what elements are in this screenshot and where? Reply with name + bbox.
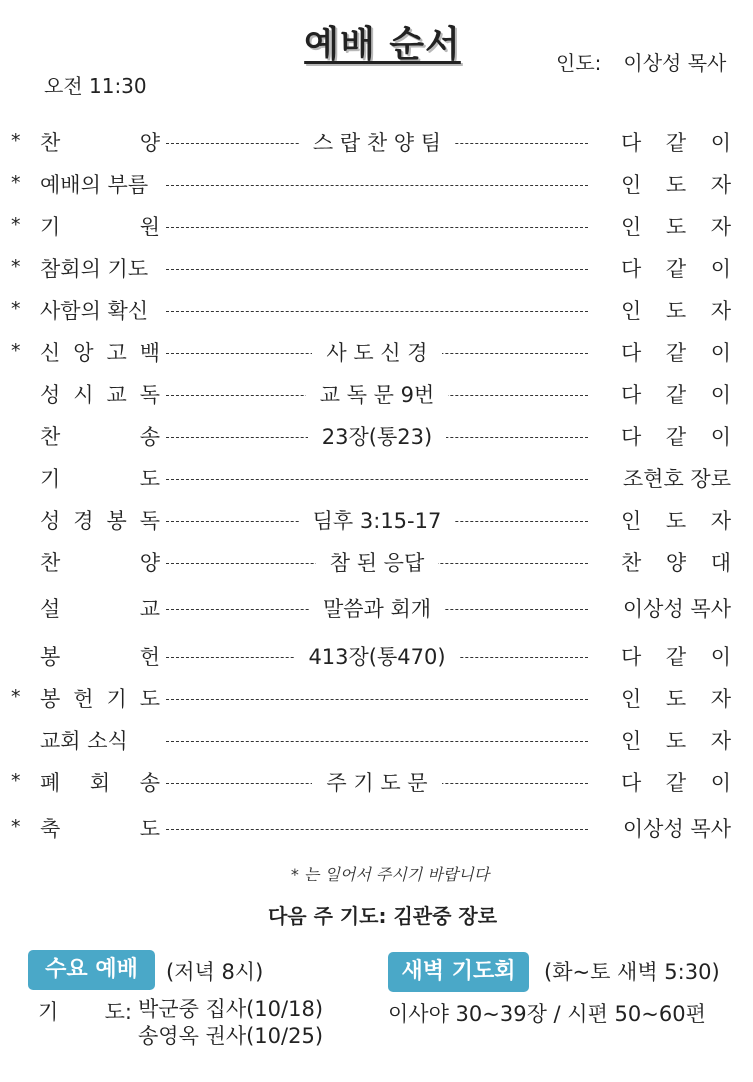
- order-item-name: 참회의 기도: [40, 257, 149, 281]
- order-item-name: 사함의 확신: [40, 299, 149, 323]
- order-item-name: 찬 송: [40, 425, 160, 449]
- order-item-person: 다 같 이: [621, 425, 731, 449]
- wednesday-prayer-name: 송영옥 권사(10/25): [138, 1024, 324, 1048]
- leader-name: 이상성 목사: [623, 51, 727, 75]
- standing-marker: *: [11, 214, 21, 236]
- order-item-detail: [166, 726, 588, 762]
- order-item-person: 인 도 자: [621, 687, 731, 711]
- leader-label: 인도:: [556, 51, 602, 75]
- order-item-detail: 23장(통23): [166, 422, 588, 458]
- page-title: 예배 순서: [304, 24, 461, 65]
- order-item-detail: 참 된 응답: [166, 548, 588, 584]
- order-item-name: 찬 양: [40, 131, 160, 155]
- order-item-name: 봉 헌 기 도: [40, 687, 160, 711]
- wednesday-service-badge: 수요 예배: [28, 950, 155, 990]
- order-item-detail: 말씀과 회개: [166, 594, 588, 630]
- order-item-person: 다 같 이: [621, 771, 731, 795]
- order-item-person: 찬 양 대: [621, 551, 731, 575]
- order-row: [0, 594, 753, 630]
- wednesday-prayer-label: 기 도:: [38, 1000, 132, 1024]
- order-item-person: 인 도 자: [621, 215, 731, 239]
- order-item-name: 기 도: [40, 467, 160, 491]
- order-row: [0, 296, 753, 332]
- order-item-person: 인 도 자: [621, 509, 731, 533]
- order-item-name: 성 경 봉 독: [40, 509, 160, 533]
- order-row: [0, 684, 753, 720]
- order-row: [0, 642, 753, 678]
- order-item-detail: 사 도 신 경: [166, 338, 588, 374]
- order-item-detail: 딤후 3:15-17: [166, 506, 588, 542]
- wednesday-prayer-name: 박군중 집사(10/18): [138, 997, 324, 1021]
- wednesday-service-time: (저녁 8시): [166, 960, 264, 984]
- order-row: [0, 726, 753, 762]
- order-item-name: 찬 양: [40, 551, 160, 575]
- order-row: [0, 128, 753, 164]
- order-row: [0, 422, 753, 458]
- standing-note: * 는 일어서 주시기 바랍니다: [290, 865, 490, 884]
- order-item-detail: [166, 464, 588, 500]
- standing-marker: *: [11, 816, 21, 838]
- order-item-name: 교회 소식: [40, 729, 128, 753]
- dawn-prayer-reading: 이사야 30~39장 / 시편 50~60편: [388, 1002, 706, 1026]
- order-item-person: 인 도 자: [621, 729, 731, 753]
- order-row: [0, 768, 753, 804]
- order-item-name: 기 원: [40, 215, 160, 239]
- order-item-detail: 교 독 문 9번: [166, 380, 588, 416]
- standing-marker: *: [11, 340, 21, 362]
- standing-marker: *: [11, 686, 21, 708]
- order-item-detail: [166, 170, 588, 206]
- standing-marker: *: [11, 770, 21, 792]
- order-row: [0, 814, 753, 850]
- order-item-detail: 스 랍 찬 양 팀: [166, 128, 588, 164]
- order-item-detail: 주 기 도 문: [166, 768, 588, 804]
- order-item-person: 이상성 목사: [622, 817, 731, 841]
- order-row: [0, 506, 753, 542]
- order-row: [0, 548, 753, 584]
- order-item-detail: [166, 296, 588, 332]
- order-row: [0, 380, 753, 416]
- order-item-person: 인 도 자: [621, 299, 731, 323]
- order-item-person: 이상성 목사: [622, 597, 731, 621]
- order-row: [0, 254, 753, 290]
- order-item-person: 다 같 이: [621, 341, 731, 365]
- order-row: [0, 212, 753, 248]
- order-item-person: 다 같 이: [621, 383, 731, 407]
- order-item-name: 예배의 부름: [40, 173, 149, 197]
- order-item-detail: [166, 814, 588, 850]
- order-item-name: 성 시 교 독: [40, 383, 160, 407]
- next-week-prayer: 다음 주 기도: 김관중 장로: [267, 904, 498, 928]
- order-item-person: 다 같 이: [621, 257, 731, 281]
- order-row: [0, 338, 753, 374]
- order-item-person: 인 도 자: [621, 173, 731, 197]
- order-item-name: 축 도: [40, 817, 160, 841]
- dawn-prayer-badge: 새벽 기도회: [388, 952, 529, 992]
- order-row: [0, 464, 753, 500]
- order-item-person: 다 같 이: [621, 645, 731, 669]
- order-item-detail: [166, 684, 588, 720]
- order-item-name: 설 교: [40, 597, 160, 621]
- order-item-detail: 413장(통470): [166, 642, 588, 678]
- wednesday-prayer-names: [138, 996, 323, 1050]
- order-item-name: 봉 헌: [40, 645, 160, 669]
- dawn-prayer-time: (화~토 새벽 5:30): [544, 960, 720, 984]
- order-row: [0, 170, 753, 206]
- order-item-person: 다 같 이: [621, 131, 731, 155]
- service-leader: [556, 47, 726, 76]
- service-time: 오전 11:30: [44, 74, 147, 98]
- order-item-name: 폐 회 송: [40, 771, 160, 795]
- standing-marker: *: [11, 130, 21, 152]
- order-item-detail: [166, 254, 588, 290]
- standing-marker: *: [11, 298, 21, 320]
- standing-marker: *: [11, 172, 21, 194]
- standing-marker: *: [11, 256, 21, 278]
- order-item-name: 신 앙 고 백: [40, 341, 160, 365]
- order-item-person: 조현호 장로: [622, 467, 731, 491]
- order-item-detail: [166, 212, 588, 248]
